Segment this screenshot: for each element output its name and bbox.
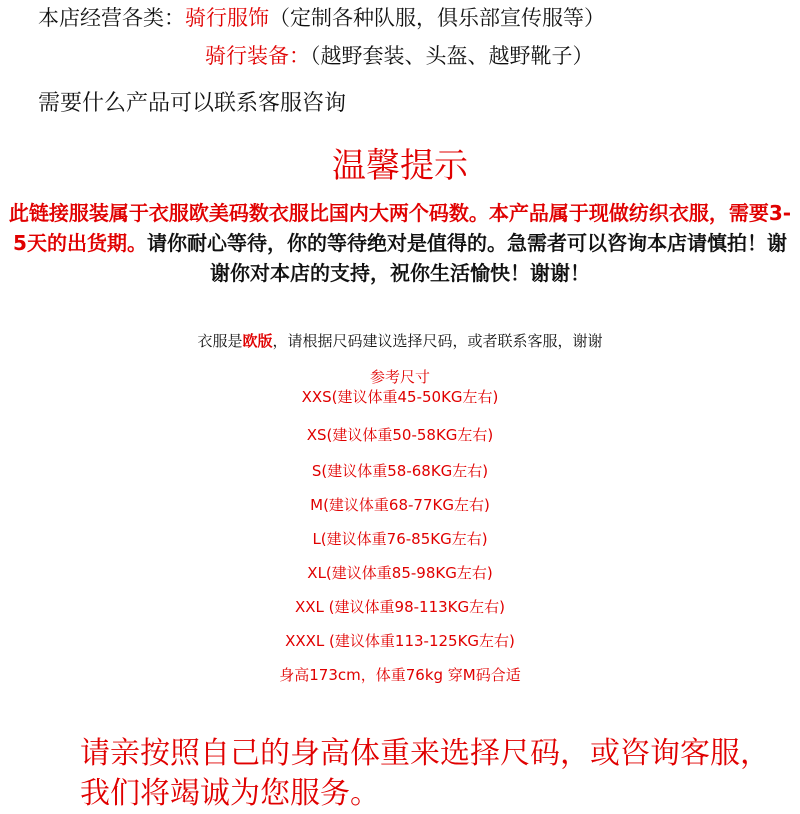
size-hint-suffix: ，请根据尺码建议选择尺码，或者联系客服，谢谢: [272, 332, 603, 350]
size-example: 身高173cm，体重76kg 穿M码合适: [279, 666, 521, 684]
equipment-line: [205, 40, 594, 70]
size-row: XS(建议体重50-58KG左右): [306, 426, 494, 444]
size-row: XXL (建议体重98-113KG左右): [295, 598, 505, 616]
business-scope-label: 本店经营各类：: [38, 6, 185, 30]
size-row: L(建议体重76-85KG左右): [312, 530, 488, 548]
size-row: XXXL (建议体重113-125KG左右): [285, 632, 515, 650]
size-hint-prefix: 衣服是: [197, 332, 243, 350]
size-chart-heading: 参考尺寸: [369, 368, 430, 386]
notice-patience-text: 请你耐心等待，你的等待绝对是值得的。急需者可以咨询本店请慎拍！谢谢你对本店的支持，祝你生活愉快！谢谢！: [146, 231, 787, 285]
notice-shipping-text: 天的出货期。: [26, 231, 147, 255]
size-hint: [0, 330, 800, 351]
notice-days: 3-5: [13, 201, 792, 255]
notice-sizing-text: 此链接服装属于衣服欧美码数衣服比国内大两个码数。本产品属于现做纺织衣服，需要: [8, 201, 769, 225]
size-row: XL(建议体重85-98KG左右): [307, 564, 493, 582]
cycling-apparel-highlight: 骑行服饰: [185, 6, 269, 30]
size-row: XXS(建议体重45-50KG左右): [301, 388, 499, 406]
notice-title: 温馨提示: [332, 146, 468, 186]
notice-paragraph: [6, 198, 794, 288]
size-hint-highlight: 欧版: [242, 332, 273, 350]
cycling-equipment-highlight: 骑行装备：: [205, 44, 310, 68]
contact-service-line: 需要什么产品可以联系客服咨询: [38, 91, 347, 116]
size-row: M(建议体重68-77KG左右): [310, 496, 490, 514]
business-scope-line: [38, 2, 605, 32]
cycling-apparel-detail: （定制各种队服，俱乐部宣传服等）: [269, 6, 605, 30]
size-row: S(建议体重58-68KG左右): [311, 462, 489, 480]
footer-advice: 请亲按照自己的身高体重来选择尺码，或咨询客服，我们将竭诚为您服务。: [80, 736, 770, 811]
cycling-equipment-detail: （越野套装、头盔、越野靴子）: [310, 44, 594, 68]
